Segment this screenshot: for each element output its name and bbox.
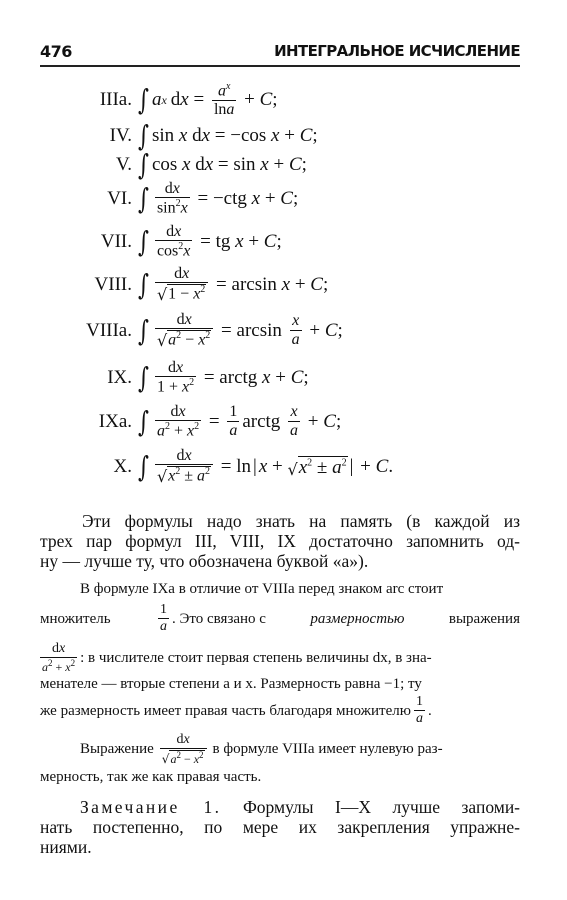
text-line — [40, 602, 520, 636]
paragraph-memorize — [40, 511, 520, 571]
text-span: Формулы I—X лучше запоми- — [242, 797, 521, 817]
paragraph-viiia — [40, 732, 520, 788]
running-header: ИНТЕГРАЛЬНОЕ ИСЧИСЛЕНИЕ — [274, 42, 520, 60]
text-span: Выражение — [80, 740, 154, 757]
text-span: менателе — вторые степени a и x. Размерность равна −1; ту — [40, 675, 422, 692]
text-line: Эти формулы надо знать на память (в каждой из — [82, 511, 520, 531]
text-line — [40, 732, 520, 766]
formula-label: IV. — [109, 125, 132, 146]
text-span: же размерность имеет правая часть благодаря множителю — [40, 702, 411, 719]
formula-VIIIa — [0, 310, 567, 350]
text-line: ниями. — [40, 837, 92, 857]
factor-1-over-a: $\frac{1}{a}$ — [415, 694, 423, 726]
formula-body: ∫ dx √ $a^2 - x^2$ = arcsin $\frac{x}{a}$ + C ; — [138, 310, 343, 350]
text-span: . Это связано с — [172, 610, 266, 627]
formula-label: VI. — [107, 188, 132, 209]
text-span: В формуле IXa в отличие от VIIIa перед знаком arc стоит — [80, 580, 444, 597]
formula-body: ∫ $\frac{dx}{\sin^2x}$ = −ctg x + C ; — [138, 179, 299, 217]
formula-body: ∫ a x d x = $\frac{a^x}{\ln a}$ + C ; — [138, 80, 278, 118]
text-line: трех пар формул III, VIII, IX достаточно запомнить од- — [40, 531, 520, 551]
text-line — [40, 673, 520, 695]
text-span: размерностью — [310, 610, 405, 627]
formula-label: V. — [115, 154, 132, 175]
formula-label: IIIa. — [99, 89, 132, 110]
header-rule — [40, 65, 520, 67]
formula-IX — [0, 360, 567, 396]
page-number: 476 — [40, 42, 72, 61]
text-line — [40, 578, 520, 600]
text-span: : в числителе стоит первая степень величины dx, в зна- — [80, 649, 432, 666]
fraction-dx-over-a2x2: $\frac{dx}{a^2 + x^2}$ — [42, 641, 76, 675]
formula-VI — [0, 181, 567, 217]
formula-VIII — [0, 264, 567, 304]
text-span: в формуле VIIIa имеет нулевую раз- — [212, 740, 443, 757]
text-span: мерность, так же как правая часть. — [40, 768, 262, 785]
formula-body: ∫ dx √ $1 - x^2$ = arcsin x + C ; — [138, 264, 329, 304]
formula-X — [0, 446, 567, 486]
text-line — [40, 640, 520, 676]
text-line: же размерность имеет правая часть благодаря множителю $\frac{1}{a}$ . — [40, 694, 432, 726]
formula-body: ∫ $\frac{dx}{\cos^2x}$ = tg x + C ; — [138, 222, 282, 260]
text-line — [40, 797, 520, 817]
formula-V — [0, 147, 567, 183]
text-span: выражения — [448, 610, 520, 627]
formula-body: ∫ $\frac{dx}{1 + x^2}$ = arctg x + C ; — [138, 358, 309, 396]
remark-lead: Замечание 1. — [80, 797, 222, 817]
factor-1-over-a: $\frac{1}{a}$ . Это связано с — [160, 602, 266, 634]
formula-label: VIIIa. — [86, 320, 132, 341]
remark-1 — [40, 797, 520, 857]
formula-VII — [0, 224, 567, 260]
text-line: нать постепенно, по мере их закрепления упражне- — [40, 817, 520, 837]
formula-body: ∫ dx √ $x^2 \pm a^2$ = ln | x + √ $x^2 \pm a^2$ | + C . — [138, 446, 394, 486]
formula-body: ∫ cos x d x = sin x + C ; — [138, 148, 307, 182]
text-line — [40, 766, 520, 788]
formula-label: VII. — [100, 231, 132, 252]
formula-body: ∫ $\frac{dx}{a^2 + x^2}$ = $\frac{1}{a}$ arctg $\frac{x}{a}$ + C ; — [138, 402, 342, 440]
formula-IXa — [0, 404, 567, 440]
formula-label: X. — [113, 456, 132, 477]
text-line: ну — лучше ту, что обозначена буквой «а»). — [40, 551, 369, 571]
formula-body: ∫ sin x d x = −cos x + C ; — [138, 119, 318, 153]
text-span: множитель — [40, 610, 111, 627]
paragraph-dimension — [40, 578, 520, 728]
formula-label: VIII. — [94, 274, 132, 295]
formula-label: IXa. — [98, 411, 132, 432]
formula-label: IX. — [107, 367, 132, 388]
formula-IIIa — [0, 82, 567, 118]
fraction-dx-over-sqrt: dx √ $a^2 - x^2$ — [160, 733, 207, 765]
